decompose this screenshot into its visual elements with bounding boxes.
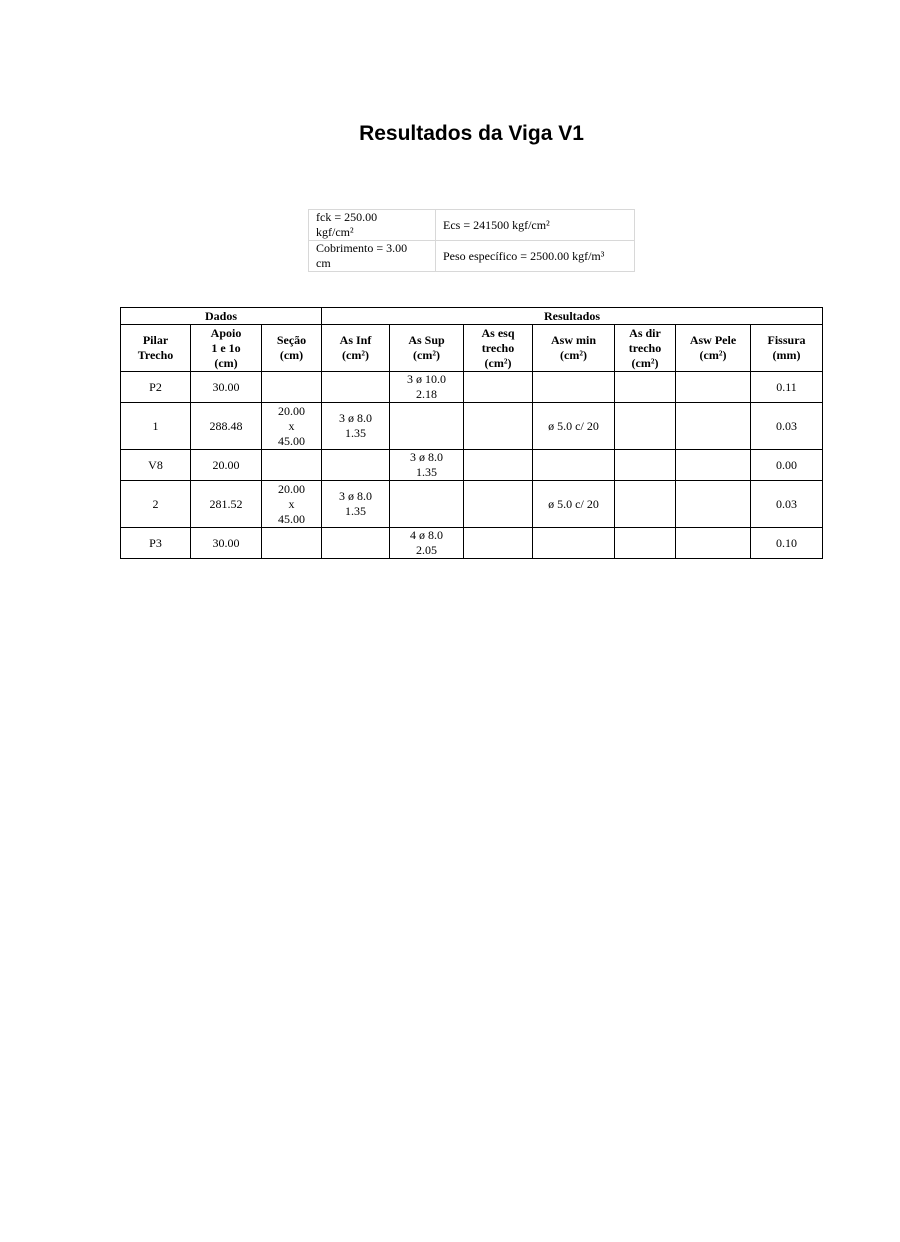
cell-secao: [262, 372, 322, 403]
cell-asw-pele: [676, 528, 751, 559]
page-title: Resultados da Viga V1: [359, 122, 584, 145]
header-line: Trecho: [137, 348, 174, 362]
cell-as-sup: [390, 481, 464, 528]
cell-fissura: [751, 528, 823, 559]
cell-line: 45.00: [278, 511, 305, 526]
table-row: [121, 528, 823, 559]
parameters-table: [308, 209, 635, 272]
cell-line: 1.35: [345, 426, 367, 440]
cell-line: V8: [148, 457, 163, 472]
header-line: (cm): [214, 355, 238, 370]
header-line: As Inf: [339, 333, 372, 347]
cell-pilar-trecho: [121, 450, 191, 481]
table-row: [121, 372, 823, 403]
fck-label: fck = 250.00: [316, 210, 378, 224]
cell-line: 1.35: [416, 465, 438, 479]
cell-asw-pele: [676, 481, 751, 528]
cell-line: 288.48: [209, 418, 243, 433]
cell-asw-pele: [676, 403, 751, 450]
header-line: (mm): [772, 348, 801, 362]
cell-line: x: [288, 418, 295, 433]
header-line: (cm²): [484, 355, 512, 370]
cell-asw-min: [533, 450, 615, 481]
cell-fissura: [751, 403, 823, 450]
cell-line: 281.52: [209, 496, 243, 511]
cell-secao: [262, 450, 322, 481]
header-line: Seção: [276, 333, 307, 347]
cell-line: P3: [149, 535, 162, 550]
cell-apoio: [191, 528, 262, 559]
header-line: As esq: [481, 325, 515, 340]
cell-line: 0.10: [776, 535, 798, 550]
header-line: (cm²): [413, 348, 440, 362]
cell-line: 20.00: [278, 403, 305, 418]
group-resultados: Resultados: [322, 308, 823, 325]
cell-asw-min: [533, 528, 615, 559]
cell-as-dir-trecho: [615, 450, 676, 481]
results-table: [120, 307, 823, 559]
header-line: (cm²): [631, 355, 659, 370]
cell-as-esq-trecho: [464, 450, 533, 481]
header-line: trecho: [628, 340, 662, 355]
results-body: [121, 372, 823, 559]
group-dados: Dados: [121, 308, 322, 325]
cell-line: 30.00: [212, 535, 240, 550]
header-line: Asw Pele: [689, 333, 737, 347]
table-row: [121, 481, 823, 528]
cobrimento-cell: [309, 241, 436, 272]
cell-as-dir-trecho: [615, 481, 676, 528]
header-secao: [262, 325, 322, 372]
cobrimento-unit: cm: [316, 256, 331, 270]
cell-line: 0.03: [776, 418, 798, 433]
cell-apoio: [191, 450, 262, 481]
cell-as-dir-trecho: [615, 528, 676, 559]
header-line: (cm²): [342, 348, 369, 362]
header-as-esq-trecho: [464, 325, 533, 372]
peso-especifico-cell: Peso específico = 2500.00 kgf/m³: [436, 241, 635, 272]
header-as-dir-trecho: [615, 325, 676, 372]
cell-line: 2.05: [416, 543, 438, 557]
cell-line: 0.03: [776, 496, 798, 511]
cell-line: 0.11: [776, 379, 797, 394]
parameter-row: [309, 210, 635, 241]
cell-apoio: [191, 403, 262, 450]
table-row: [121, 403, 823, 450]
cell-as-inf: [322, 372, 390, 403]
column-header-row: [121, 325, 823, 372]
cell-line: 1: [152, 418, 159, 433]
cell-asw-min: [533, 481, 615, 528]
cell-pilar-trecho: [121, 372, 191, 403]
header-as-sup: [390, 325, 464, 372]
cell-line: 2.18: [416, 387, 438, 401]
cell-asw-pele: [676, 450, 751, 481]
header-fissura: [751, 325, 823, 372]
cell-line: 3 ø 10.0: [407, 372, 447, 386]
header-line: As dir: [629, 325, 661, 340]
group-header-row: [121, 308, 823, 325]
cell-pilar-trecho: [121, 481, 191, 528]
cell-as-esq-trecho: [464, 372, 533, 403]
cell-line: 2: [152, 496, 159, 511]
ecs-cell: Ecs = 241500 kgf/cm²: [436, 210, 635, 241]
header-asw-pele: [676, 325, 751, 372]
cobrimento-label: Cobrimento = 3.00: [316, 241, 408, 255]
cell-line: 3 ø 8.0: [339, 411, 373, 425]
cell-asw-min: [533, 403, 615, 450]
cell-secao: [262, 528, 322, 559]
header-as-inf: [322, 325, 390, 372]
header-line: (cm): [279, 348, 304, 362]
header-line: 1 e 1o: [211, 340, 241, 355]
cell-pilar-trecho: [121, 403, 191, 450]
cell-secao: [262, 403, 322, 450]
header-pilar-trecho: [121, 325, 191, 372]
header-apoio: [191, 325, 262, 372]
cell-as-sup: [390, 403, 464, 450]
cell-line: 20.00: [278, 481, 305, 496]
cell-as-sup: [390, 528, 464, 559]
cell-fissura: [751, 450, 823, 481]
cell-fissura: [751, 372, 823, 403]
cell-line: 45.00: [278, 433, 305, 448]
cell-as-inf: [322, 403, 390, 450]
header-line: (cm²): [699, 348, 727, 362]
cell-asw-pele: [676, 372, 751, 403]
parameter-row: [309, 241, 635, 272]
header-line: (cm²): [560, 348, 587, 362]
cell-line: P2: [149, 379, 162, 394]
cell-line: 30.00: [212, 379, 240, 394]
cell-asw-min: [533, 372, 615, 403]
cell-as-inf: [322, 450, 390, 481]
cell-as-esq-trecho: [464, 481, 533, 528]
cell-as-sup: [390, 372, 464, 403]
cell-as-esq-trecho: [464, 528, 533, 559]
cell-line: 3 ø 8.0: [339, 489, 373, 503]
cell-line: ø 5.0 c/ 20: [548, 496, 599, 511]
cell-apoio: [191, 372, 262, 403]
header-line: Pilar: [142, 333, 169, 347]
cell-pilar-trecho: [121, 528, 191, 559]
cell-line: 0.00: [776, 457, 798, 472]
cell-secao: [262, 481, 322, 528]
cell-line: ø 5.0 c/ 20: [548, 418, 599, 433]
cell-line: 3 ø 8.0: [410, 450, 444, 464]
cell-apoio: [191, 481, 262, 528]
cell-line: 1.35: [345, 504, 367, 518]
cell-fissura: [751, 481, 823, 528]
header-line: Apoio: [210, 325, 242, 340]
fck-unit: kgf/cm²: [316, 225, 354, 239]
fck-cell: [309, 210, 436, 241]
header-asw-min: [533, 325, 615, 372]
cell-as-esq-trecho: [464, 403, 533, 450]
header-line: As Sup: [408, 333, 445, 347]
header-line: trecho: [481, 340, 515, 355]
header-line: Asw min: [551, 333, 597, 347]
cell-as-inf: [322, 528, 390, 559]
table-row: [121, 450, 823, 481]
header-line: Fissura: [767, 333, 806, 347]
cell-as-dir-trecho: [615, 403, 676, 450]
cell-line: x: [288, 496, 295, 511]
cell-as-sup: [390, 450, 464, 481]
cell-line: 4 ø 8.0: [410, 528, 444, 542]
cell-as-dir-trecho: [615, 372, 676, 403]
cell-as-inf: [322, 481, 390, 528]
cell-line: 20.00: [212, 457, 240, 472]
